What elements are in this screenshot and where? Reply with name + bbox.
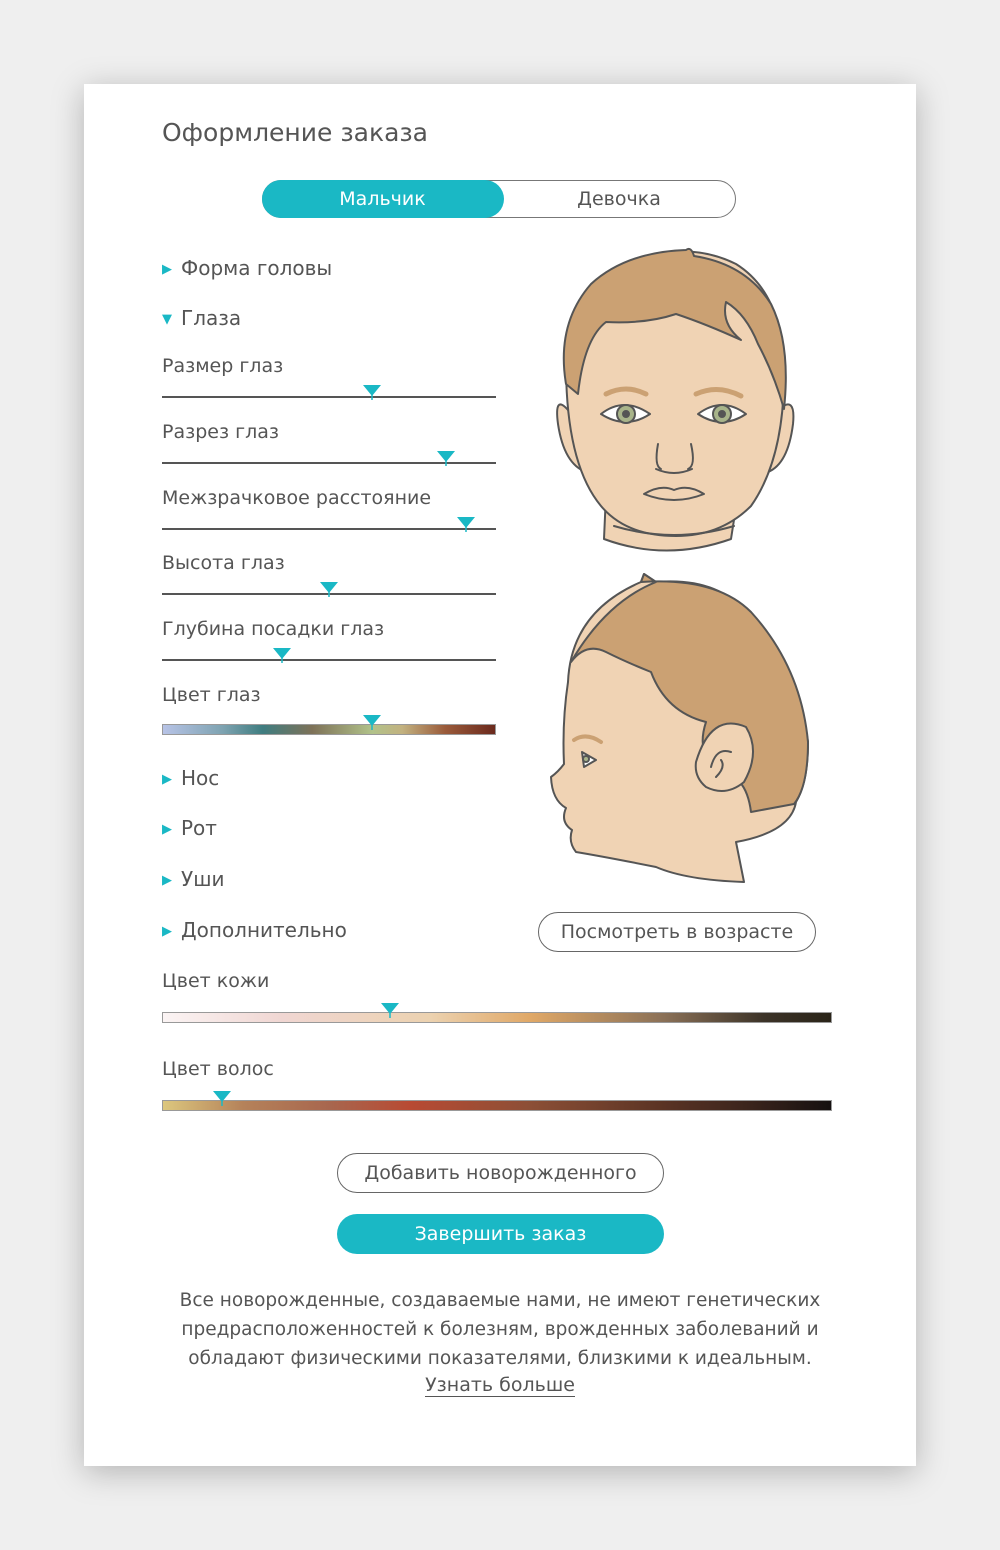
triangle-right-icon: ▶: [162, 262, 172, 277]
skin-color-thumb[interactable]: [380, 1002, 400, 1016]
section-label: Глаза: [181, 306, 242, 330]
eye-depth-thumb[interactable]: [272, 647, 292, 661]
section-mouth[interactable]: [162, 816, 217, 840]
section-head-shape[interactable]: [162, 256, 332, 280]
skin-color-label: Цвет кожи: [162, 970, 270, 992]
hair-color-label: Цвет волос: [162, 1058, 274, 1080]
eye-color-thumb[interactable]: [362, 714, 382, 728]
triangle-right-icon: ▶: [162, 924, 172, 939]
skin-color-slider[interactable]: [162, 1012, 832, 1023]
section-label: Нос: [181, 766, 220, 790]
learn-more-wrapper: [84, 1374, 916, 1396]
section-label: Рот: [181, 816, 217, 840]
pupil-distance-thumb[interactable]: [456, 516, 476, 530]
page-title: Оформление заказа: [162, 118, 429, 147]
eye-height-thumb[interactable]: [319, 581, 339, 595]
pupil-distance-label: Межзрачковое расстояние: [162, 487, 432, 509]
section-label: Уши: [181, 867, 225, 891]
triangle-right-icon: ▶: [162, 772, 172, 787]
section-label: Форма головы: [181, 256, 333, 280]
section-label: Дополнительно: [181, 918, 347, 942]
triangle-right-icon: ▶: [162, 822, 172, 837]
eye-size-thumb[interactable]: [362, 384, 382, 398]
disclaimer-text: Все новорожденные, создаваемые нами, не имеют генетических предрасположенностей к болезням, врожденных заболеваний и обладают физическими показателями, близкими к идеальным.: [179, 1290, 821, 1369]
hair-color-slider[interactable]: [162, 1100, 832, 1111]
gender-girl-button[interactable]: Девочка: [577, 187, 661, 210]
eye-shape-thumb[interactable]: [436, 450, 456, 464]
add-newborn-button[interactable]: Добавить новорожденного: [337, 1153, 664, 1193]
age-preview-button[interactable]: Посмотреть в возрасте: [538, 912, 816, 952]
pupil-distance-slider[interactable]: [162, 528, 496, 530]
hair-color-thumb[interactable]: [212, 1090, 232, 1104]
eye-depth-slider[interactable]: [162, 659, 496, 661]
learn-more-link[interactable]: Узнать больше: [425, 1374, 575, 1396]
section-eyes[interactable]: [162, 306, 241, 330]
eye-height-label: Высота глаз: [162, 552, 285, 574]
order-card: [84, 84, 916, 1466]
triangle-down-icon: ▼: [162, 312, 172, 327]
baby-profile-illustration: [546, 572, 816, 884]
section-nose[interactable]: [162, 766, 219, 790]
eye-size-slider[interactable]: [162, 396, 496, 398]
eye-size-label: Размер глаз: [162, 355, 284, 377]
triangle-right-icon: ▶: [162, 873, 172, 888]
gender-boy-button[interactable]: Мальчик: [262, 180, 504, 218]
eye-color-label: Цвет глаз: [162, 684, 261, 706]
eye-depth-label: Глубина посадки глаз: [162, 618, 385, 640]
section-ears[interactable]: [162, 867, 225, 891]
section-extra[interactable]: [162, 918, 347, 942]
finish-order-button[interactable]: Завершить заказ: [337, 1214, 664, 1254]
eye-shape-label: Разрез глаз: [162, 421, 279, 443]
baby-front-face-illustration: [546, 244, 806, 556]
gender-toggle[interactable]: [262, 180, 736, 218]
eye-color-slider[interactable]: [162, 724, 496, 735]
